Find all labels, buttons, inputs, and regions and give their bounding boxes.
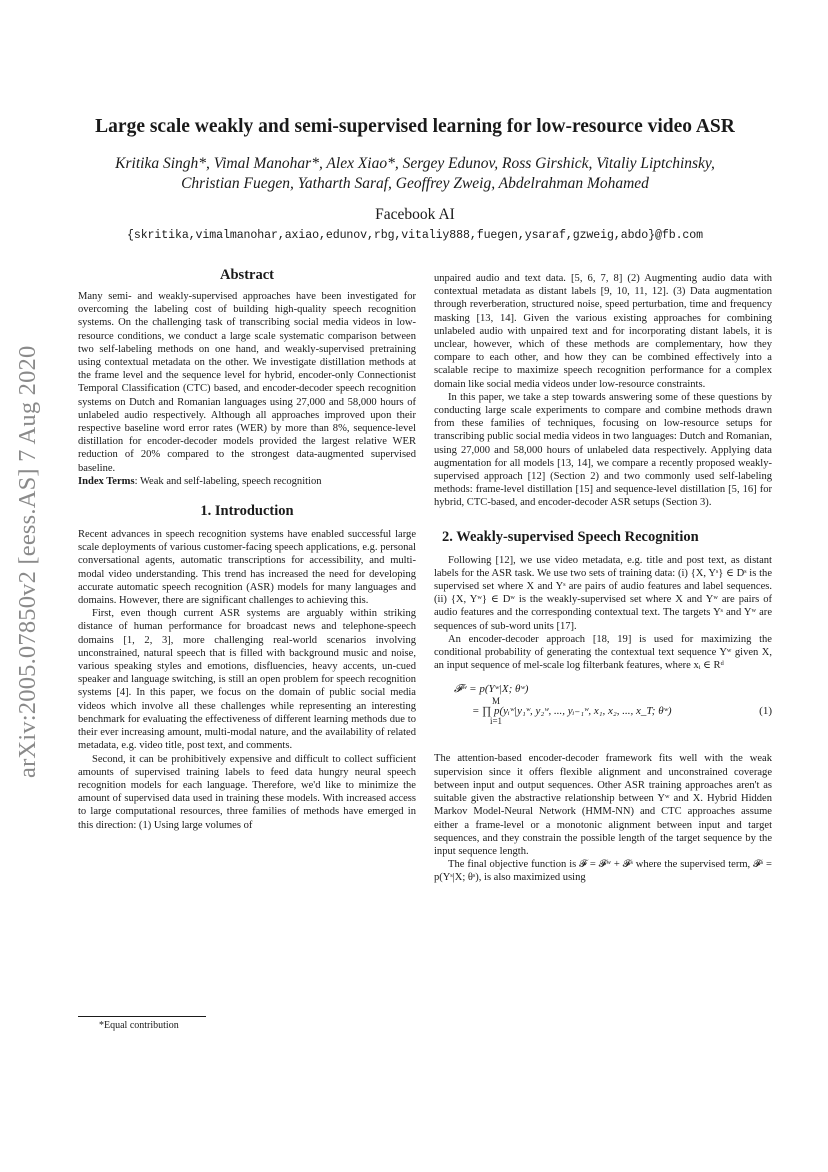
intro-paragraph-2: First, even though current ASR systems are arguably within striking distance of human performance for broadcast news and telephone-speech domains [1, 2, 3], more challenging real-world scenarios involving unconstrained, natural speech that is filled with background music and noise, various speaking styles and emotions, disfluencies, heavy accents, un-cued speaker and language switching, is still an open problem for speech recognition systems [4]. In this paper, we focus on the domain of public social media videos which involve all these challenges while representing an interesting benchmark for evaluating the effectiveness of different learning methods due to their ever increasing amount, multi-modal nature, and the availability of related metadata, e.g. video title, post text, and comments. xyxy=(78,608,416,752)
abstract-heading: Abstract xyxy=(220,267,274,283)
author-line: Christian Fuegen, Yatharth Saraf, Geoffrey Zweig, Abdelrahman Mohamed xyxy=(181,175,649,192)
equation-line-2: = ∏ p(yᵢʷ|y₁ʷ, y₂ʷ, ..., yᵢ₋₁ʷ, x₁, x₂, ..., x_T; θʷ) xyxy=(472,705,672,718)
introduction-heading: 1. Introduction xyxy=(200,503,294,520)
affiliation: Facebook AI xyxy=(375,206,455,223)
section-2-paragraph-4: The final objective function is 𝓕 = 𝓕ʷ + 𝓕ˢ where the supervised term, 𝓕ˢ = p(Yˢ|X; θˢ), is also maximized using xyxy=(434,859,772,884)
product-upper-bound: M xyxy=(491,696,500,707)
index-terms-label: Index Terms xyxy=(78,475,135,487)
index-terms-text: : Weak and self-labeling, speech recognition xyxy=(134,475,322,487)
section-2-paragraph-1: Following [12], we use video metadata, e.g. title and post text, as distant labels for the ASR task. We use two sets of training data: (i) {X, Yˢ} ∈ Dˢ is the supervised set where X and Yˢ are pairs of audio features and label sequences. (ii) {X, Yʷ} ∈ Dʷ is the weakly-supervised set where X and Yʷ are pairs of audio features and the corresponding contextual text. The targets Yˢ and Yʷ are sequences of sub-word units [17]. xyxy=(434,554,772,632)
section-2-paragraph-2: An encoder-decoder approach [18, 19] is used for maximizing the conditional probability of generating the contextual text sequence Yʷ given X, an input sequence of mel-scale log filterbank features, where xᵢ ∈ Rᵈ xyxy=(434,633,772,672)
equation-1 xyxy=(434,682,772,746)
index-terms xyxy=(78,475,416,488)
intro-paragraph-5: In this paper, we take a step towards answering some of these questions by conducting large scale experiments to compare and combine methods drawn from these families of techniques, focusing on low-resource setups for transcribing public social media videos in two languages: Dutch and Romanian, using 27,000 and 58,000 hours of unlabeled data respectively. Applying data augmentation for all models [13, 14], we compare a recently proposed weakly-supervised approach [12] (Section 2) and two commonly used self-labeling methods: frame-level distillation [15] and sequence-level distillation [5, 16] for hybrid, CTC-based, and encoder-decoder ASR setups (Section 3). xyxy=(434,391,772,509)
intro-paragraph-3: Second, it can be prohibitively expensive and difficult to collect sufficient amounts of supervised training labels to feed data hungry neural speech recognition models for each language. Therefore, we'd like to minimize the amount of supervised data used in training these models. With increased access to large computational resources, three families of methods have emerged in this direction: (1) Using large volumes of xyxy=(78,753,416,831)
author-list xyxy=(60,154,770,194)
section-2-heading: 2. Weakly-supervised Speech Recognition xyxy=(442,528,699,545)
paper-title: Large scale weakly and semi-supervised learning for low-resource video ASR xyxy=(95,116,735,137)
right-column xyxy=(434,272,772,885)
intro-paragraph-1: Recent advances in speech recognition systems have enabled successful large scale deployments of various customer-facing speech applications, e.g. personal conversational agents, automatic transcriptions for accessibility, and multi-modal video understanding. This trend has increased the need for developing accurate automatic speech recognition (ASR) models for many languages and domains. However, there are significant challenges to achieving this. xyxy=(78,529,416,607)
arxiv-identifier: arXiv:2005.07850v2 [eess.AS] 7 Aug 2020 xyxy=(14,345,41,778)
footnote-rule xyxy=(78,1016,206,1017)
section-2-paragraph-3: The attention-based encoder-decoder framework fits well with the weak supervision since it offers flexible alignment and unconstrained coverage between input and output sequences. Other ASR training approaches aren't as suitable given the abstractive relationship between Yʷ and X. Hybrid Hidden Markov Model-Neural Network (HMM-NN) and CTC approaches assume either a frame-level or a monotonic alignment between input and target sequences, and they constrain the possible length of the target sequence by the input sequence length. xyxy=(434,753,772,857)
equation-number: (1) xyxy=(759,705,772,718)
equation-line-1: 𝓕ʷ = p(Yʷ|X; θʷ) xyxy=(454,683,529,696)
left-column xyxy=(78,266,416,832)
footnote: *Equal contribution xyxy=(99,1020,179,1031)
author-emails: {skritika,vimalmanohar,axiao,edunov,rbg,vitaliy888,fuegen,ysaraf,gzweig,abdo}@fb.com xyxy=(126,229,704,242)
intro-paragraph-4: unpaired audio and text data. [5, 6, 7, 8] (2) Augmenting audio data with contextual metadata as distant labels [9, 10, 11, 12]. (3) Data augmentation through reverberation, structured noise, speed perturbation, time and frequency masking [13, 14]. Given the various existing approaches for combining unlabeled audio with unpaired text and for incorporating distant labels, it is unclear, however, which of these methods are complementary, how they compare to each other, and how they can be combined effectively into a scalable recipe to maximize speech recognition performance for a complex domain like social media videos under low-resource constraints. xyxy=(434,273,772,390)
author-line: Kritika Singh*, Vimal Manohar*, Alex Xiao*, Sergey Edunov, Ross Girshick, Vitaliy Liptchinsky, xyxy=(115,155,715,172)
abstract-text: Many semi- and weakly-supervised approaches have been investigated for overcoming the labeling cost of building high-quality speech recognition systems. On the challenging task of transcribing social media videos in low-resource conditions, we conduct a large scale systematic comparison between two self-labeling methods on one hand, and weakly-supervised pretraining using contextual metadata on the other. We investigate distillation methods at the frame level and the sequence level for hybrid, encoder-only Connectionist Temporal Classification (CTC) based, and encoder-decoder speech recognition systems on Dutch and Romanian languages using 27,000 and 58,000 hours of unlabeled audio respectively. Although all approaches improved upon their respective baseline word error rates (WER) by more than 8%, sequence-level distillation for encoder-decoder models provided the largest relative WER reduction of 20% compared to the strongest data-augmented supervised baseline. xyxy=(78,291,416,474)
product-lower-bound: i=1 xyxy=(489,716,503,727)
